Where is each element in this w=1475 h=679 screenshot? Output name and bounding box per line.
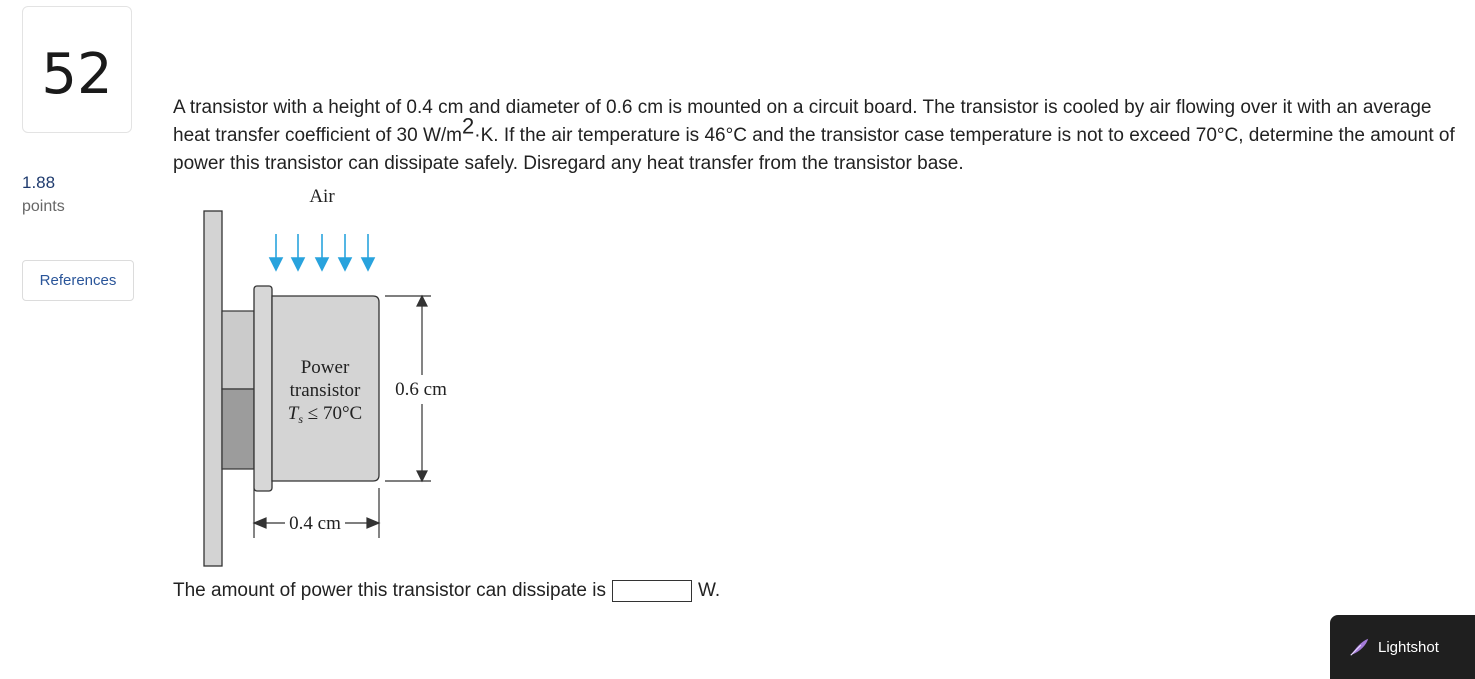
question-text bbox=[173, 94, 1463, 178]
answer-unit: W. bbox=[697, 580, 721, 601]
transistor-figure bbox=[195, 178, 495, 573]
question-number: 52 bbox=[41, 42, 113, 107]
height-label: 0.4 cm bbox=[289, 513, 341, 534]
answer-prefix: The amount of power this transistor can dissipate is bbox=[173, 580, 606, 601]
power-answer-input[interactable] bbox=[612, 580, 692, 602]
lightshot-label: Lightshot bbox=[1378, 638, 1439, 656]
answer-row bbox=[173, 576, 720, 606]
diameter-label: 0.6 cm bbox=[395, 379, 447, 400]
points-value: 1.88 bbox=[22, 173, 56, 192]
question-text-part2: ·K. If the air temperature is 46°C and the transistor case temperature is not to exceed 70°C, determine the amount of power this transistor can dissipate safely. Disregard any heat transfer from the transistor base. bbox=[173, 125, 1455, 174]
air-flow-arrows bbox=[270, 234, 374, 270]
circuit-board bbox=[204, 211, 222, 566]
question-number-box bbox=[22, 6, 132, 133]
air-label: Air bbox=[309, 186, 335, 207]
feather-icon bbox=[1348, 636, 1370, 658]
base-spacer-top bbox=[222, 311, 254, 389]
transistor-label: transistor bbox=[289, 380, 361, 401]
power-label: Power bbox=[300, 357, 350, 378]
question-superscript: 2 bbox=[462, 113, 475, 139]
temperature-label: $T_s \le 70^\circ C$ bbox=[287, 403, 363, 426]
base-spacer-bottom bbox=[222, 389, 254, 469]
transistor-flange bbox=[254, 286, 272, 491]
question-text-part1: A transistor with a height of 0.4 cm and diameter of 0.6 cm is mounted on a circuit board. The transistor is cooled by air flowing over it with an average heat transfer coefficient of 30 W/m bbox=[173, 97, 1432, 146]
points-label: points bbox=[22, 198, 65, 215]
references-button[interactable]: References bbox=[22, 260, 134, 301]
lightshot-button[interactable] bbox=[1330, 615, 1475, 679]
